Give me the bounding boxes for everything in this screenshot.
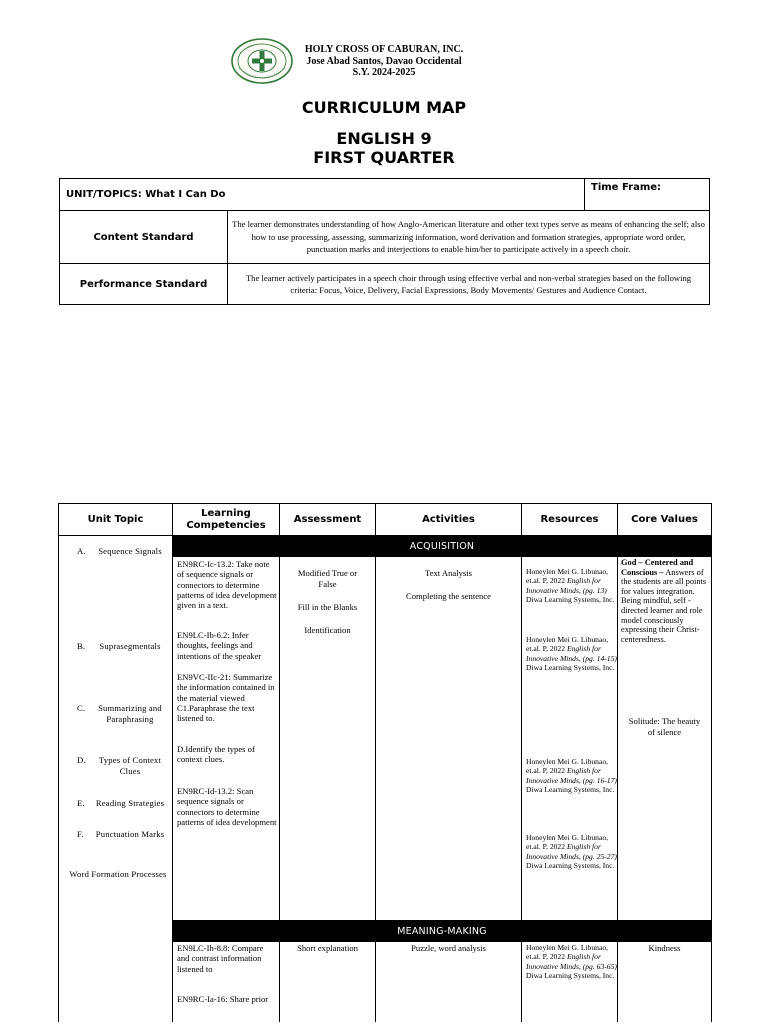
unit-topic-list (59, 536, 173, 1023)
school-name: HOLY CROSS OF CABURAN, INC. (304, 44, 464, 55)
document-title: CURRICULUM MAP (301, 98, 467, 117)
header-assessment: Assessment (280, 504, 376, 536)
acquisition-activities (376, 557, 522, 921)
resource-item: Honeylen Mei G. Libunao, et.al. P, 2022 English for Innovative Minds, (pg. 25-27) Diwa Learning Systems, Inc. (526, 833, 617, 870)
meaning-core-values (618, 942, 712, 1023)
resource-item: Honeylen Mei G. Libunao, et.al. P, 2022 English for Innovative Minds, (pg. 63-65) Diwa Learning Systems, Inc. (526, 943, 617, 980)
subject-title: ENGLISH 9 (336, 129, 432, 148)
topic-item: B. Suprasegmentals (77, 641, 161, 651)
performance-standard-text: The learner actively participates in a speech choir through using effective verbal and non-verbal strategies based on the following criteria: Focus, Voice, Delivery, Facial Expressions, Body Movements/ Gestures and Audience Contact. (228, 264, 710, 305)
content-standard-label: Content Standard (60, 211, 228, 264)
curriculum-table (58, 503, 712, 1022)
school-year: S.Y. 2024-2025 (352, 67, 416, 78)
school-info (296, 44, 472, 79)
meaning-competencies (173, 942, 280, 1023)
header-unit-topic: Unit Topic (59, 504, 173, 536)
topic-item: C. Summarizing and Paraphrasing (77, 703, 162, 724)
assessment-item: Modified True or False (297, 568, 358, 589)
activity-item: Completing the sentence (406, 591, 491, 601)
meaning-assessment (280, 942, 376, 1023)
document-header (0, 0, 768, 180)
topic-item: A. Sequence Signals (77, 546, 162, 556)
subject-quarter (0, 129, 768, 167)
acquisition-competencies (173, 557, 280, 921)
unit-standards-table (59, 178, 710, 305)
acquisition-assessment (280, 557, 376, 921)
meaning-activities (376, 942, 522, 1023)
header-core-values: Core Values (618, 504, 712, 536)
acquisition-core-values (618, 557, 712, 921)
assessment-item: Identification (304, 625, 351, 635)
core-value-item: God – Centered and Conscious – Answers of the students are all points for values integration. Being mindful, self -directed learner and role model consciously expressing their Christ-centeredness. (621, 558, 707, 644)
competency-item: EN9RC-Id-13.2: Scan sequence signals or connectors to determine patterns of idea development (177, 786, 277, 827)
unit-topics-label: UNIT/TOPICS: What I Can Do (60, 179, 585, 211)
activity-item: Puzzle, word analysis (411, 943, 486, 953)
resource-item: Honeylen Mei G. Libunao, et.al. P, 2022 English for Innovative Minds, (pg. 14-15) Diwa Learning Systems, Inc. (526, 635, 617, 672)
assessment-item: Short explanation (297, 943, 358, 953)
meaning-making-label: MEANING-MAKING (173, 921, 712, 942)
competency-item: D.Identify the types of context clues. (177, 744, 255, 765)
activity-item: Text Analysis (425, 568, 472, 578)
competency-item: EN9RC-Ia-16: Share prior (177, 994, 269, 1004)
header-competencies: Learning Competencies (173, 504, 280, 536)
content-standard-text: The learner demonstrates understanding of how Anglo-American literature and other text types serve as means of enhancing the self; also how to use processing, assessing, summarizing information, word derivation and formation strategies, appropriate word order, punctuation marks and interjections to enable him/her to participate actively in a speech choir. (228, 211, 710, 264)
school-address: Jose Abad Santos, Davao Occidental (306, 55, 462, 67)
assessment-item: Fill in the Blanks (297, 602, 358, 612)
table-header-row (59, 504, 712, 536)
competency-item: EN9VC-IIc-21: Summarize the information contained in the material viewed C1.Paraphrase the text listened to. (177, 672, 275, 724)
core-value-item: Kindness (648, 943, 681, 953)
acquisition-band (59, 536, 712, 557)
topic-extra: Word Formation Processes (69, 869, 167, 879)
resource-item: Honeylen Mei G. Libunao, et.al. P, 2022 English for Innovative Minds, (pg. 13) Diwa Learning Systems, Inc. (526, 567, 615, 604)
meaning-resources (522, 942, 618, 1023)
acquisition-label: ACQUISITION (173, 536, 712, 557)
acquisition-resources (522, 557, 618, 921)
quarter-title: FIRST QUARTER (313, 148, 455, 167)
school-seal-logo-icon (230, 37, 294, 85)
competency-item: EN9RC-Ic-13.2: Take note of sequence signals or connectors to determine patterns of idea development given in a text. (177, 559, 277, 611)
resource-item: Honeylen Mei G. Libunao, et.al. P, 2022 English for Innovative Minds, (pg. 16-17) Diwa Learning Systems, Inc. (526, 757, 617, 794)
header-activities: Activities (376, 504, 522, 536)
header-resources: Resources (522, 504, 618, 536)
topic-item: F. Punctuation Marks (77, 829, 165, 839)
time-frame-label: Time Frame: (585, 179, 710, 211)
core-value-item: Solitude: The beauty of silence (628, 716, 701, 737)
competency-item: EN9LC-Ib-6.2: Infer thoughts, feelings and intentions of the speaker (177, 630, 262, 661)
topic-item: D. Types of Context Clues (77, 755, 162, 776)
performance-standard-label: Performance Standard (60, 264, 228, 305)
topic-item: E. Reading Strategies (77, 798, 165, 808)
competency-item: EN9LC-Ih-8.8: Compare and contrast information listened to (177, 943, 264, 974)
